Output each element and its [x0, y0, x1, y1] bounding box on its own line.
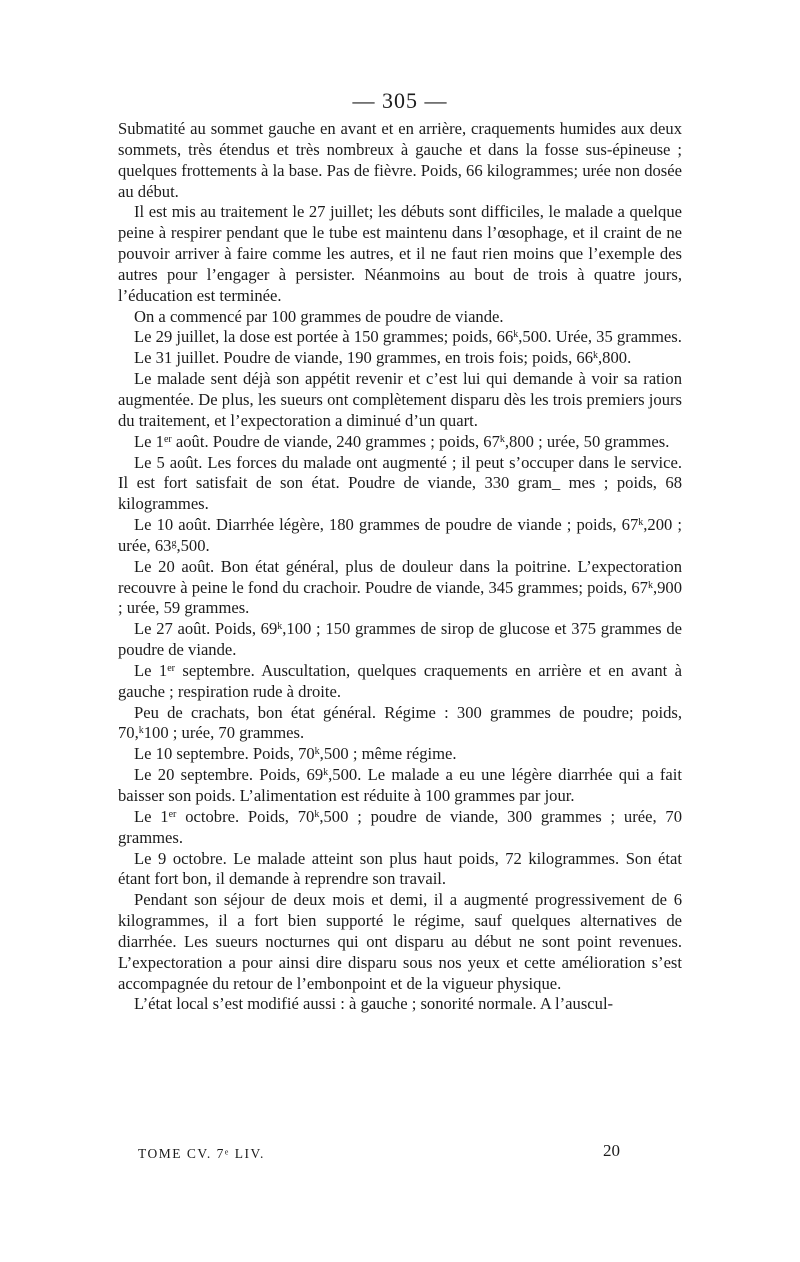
text-run: Le 1: [134, 806, 169, 826]
paragraph: [118, 765, 682, 807]
superscript: er: [167, 662, 175, 674]
text-run: Le 5 août. Les forces du malade ont augmenté ; il peut s’occuper dans le service. Il est fort satisfait de son état. Poudre de viande, 330 gram_ mes ; poids, 68 kilogrammes.: [118, 452, 682, 514]
body-text: [118, 119, 682, 1015]
paragraph: [118, 453, 682, 516]
page-number: — 305 —: [352, 88, 448, 113]
paragraph: [118, 327, 682, 348]
text-run: Le 10 août. Diarrhée légère, 180 grammes de poudre de viande ; poids, 67: [134, 515, 639, 535]
text-run: ,800.: [598, 348, 632, 368]
superscript: k: [513, 329, 519, 341]
text-run: Le 10 septembre. Poids, 70: [134, 744, 315, 764]
text-run: ,200 ; urée, 63: [118, 515, 682, 555]
superscript: k: [314, 746, 320, 758]
text-run: ,800 ; urée, 50 grammes.: [504, 431, 670, 451]
text-run: Le 9 octobre. Le malade atteint son plus haut poids, 72 kilogrammes. Son état étant fort bon, il demande à reprendre son travail.: [118, 848, 682, 889]
text-run: octobre. Poids, 70: [176, 806, 315, 826]
text-run: août. Poudre de viande, 240 grammes ; poids, 67: [171, 431, 500, 451]
paragraph: [118, 619, 682, 661]
text-run: Le 31 juillet. Poudre de viande, 190 grammes, en trois fois; poids, 66: [134, 348, 594, 368]
text-run: Pendant son séjour de deux mois et demi, il a augmenté progressivement de 6 kilogrammes, il a fort bien supporté le régime, sauf quelques alternatives de diarrhée. Les sueurs nocturnes qui ont disparu au début ne sont point revenues. L’expectoration a pour ainsi dire disparu sous nos yeux et cette amélioration s’est accompagnée du retour de l’embonpoint et de la vigueur physique.: [118, 890, 682, 993]
paragraph: [118, 202, 682, 306]
paragraph: [118, 807, 682, 849]
superscript: k: [499, 433, 505, 445]
paragraph: [118, 744, 682, 765]
text-run: On a commencé par 100 grammes de poudre de viande.: [134, 306, 504, 326]
paragraph: [118, 369, 682, 432]
text-run: Il est mis au traitement le 27 juillet; les débuts sont difficiles, le malade a quelque peine à respirer pendant que le tube est maintenu dans l’œsophage, et il craint de ne pouvoir arriver à faire comme les autres, et il ne faut rien moins que l’exemple des autres pour l’engager à persister. Néanmoins au bout de trois à quatre jours, l’éducation est terminée.: [118, 202, 682, 305]
paragraph: [118, 432, 682, 453]
footer-volume-signature: TOME CV. 7ᵉ LIV.: [138, 1146, 265, 1161]
text-run: Submatité au sommet gauche en avant et en arrière, craquements humides aux deux sommets, très étendus et très nombreux à gauche et dans la fosse sus-épineuse ; quelques frottements à la base. Pas de fièvre. Poids, 66 kilogrammes; urée non dosée au début.: [118, 119, 682, 201]
superscript: k: [638, 517, 644, 529]
paragraph: [118, 890, 682, 994]
superscript: k: [314, 808, 320, 820]
text-run: ,900 ; urée, 59 grammes.: [118, 577, 682, 618]
paragraph: [118, 849, 682, 891]
text-run: 100 ; urée, 70 grammes.: [143, 723, 305, 743]
superscript: k: [277, 621, 283, 633]
superscript: k: [593, 350, 599, 362]
text-run: Le 27 août. Poids, 69: [134, 619, 278, 639]
superscript: k: [138, 725, 144, 737]
text-run: L’état local s’est modifié aussi : à gauche ; sonorité normale. A l’auscul-: [134, 994, 614, 1014]
paragraph: [118, 307, 682, 328]
text-run: septembre. Auscultation, quelques craquements en arrière et en avant à gauche ; respiration rude à droite.: [118, 660, 683, 701]
paragraph: [118, 994, 682, 1015]
footer-sheet-number: 20: [603, 1141, 620, 1160]
text-run: ,500.: [176, 535, 210, 555]
text-run: Le 29 juillet, la dose est portée à 150 grammes; poids, 66: [134, 327, 514, 347]
superscript: er: [163, 433, 172, 445]
text-run: ,500 ; poudre de viande, 300 grammes ; urée, 70 grammes.: [118, 806, 683, 847]
paragraph: [118, 348, 682, 369]
paragraph: [118, 515, 682, 557]
superscript: g: [171, 537, 177, 549]
paragraph: [118, 557, 682, 620]
text-run: Peu de crachats, bon état général. Régime : 300 grammes de poudre; poids, 70,: [118, 702, 682, 743]
text-run: ,100 ; 150 grammes de sirop de glucose et 375 grammes de poudre de viande.: [118, 619, 682, 660]
superscript: k: [647, 579, 653, 591]
superscript: er: [168, 808, 177, 820]
text-run: ,500. Urée, 35 grammes.: [518, 327, 682, 347]
text-run: ,500. Le malade a eu une légère diarrhée qui a fait baisser son poids. L’alimentation est réduite à 100 grammes par jour.: [118, 765, 682, 805]
text-run: ,500 ; même régime.: [319, 744, 457, 764]
text-run: Le 1: [134, 431, 164, 451]
paragraph: [118, 119, 682, 202]
text-run: Le 20 septembre. Poids, 69: [134, 765, 324, 785]
paragraph: [118, 703, 682, 745]
text-run: Le 1: [134, 660, 168, 680]
text-run: Le malade sent déjà son appétit revenir et c’est lui qui demande à voir sa ration augmentée. De plus, les sueurs ont complètement disparu dès les trois premiers jours du traitement, et l’expectoration a diminué d’un quart.: [118, 369, 682, 430]
superscript: k: [323, 767, 329, 779]
paragraph: [118, 661, 682, 703]
text-run: Le 20 août. Bon état général, plus de douleur dans la poitrine. L’expectoration recouvre à peine le fond du crachoir. Poudre de viande, 345 grammes; poids, 67: [118, 556, 682, 597]
